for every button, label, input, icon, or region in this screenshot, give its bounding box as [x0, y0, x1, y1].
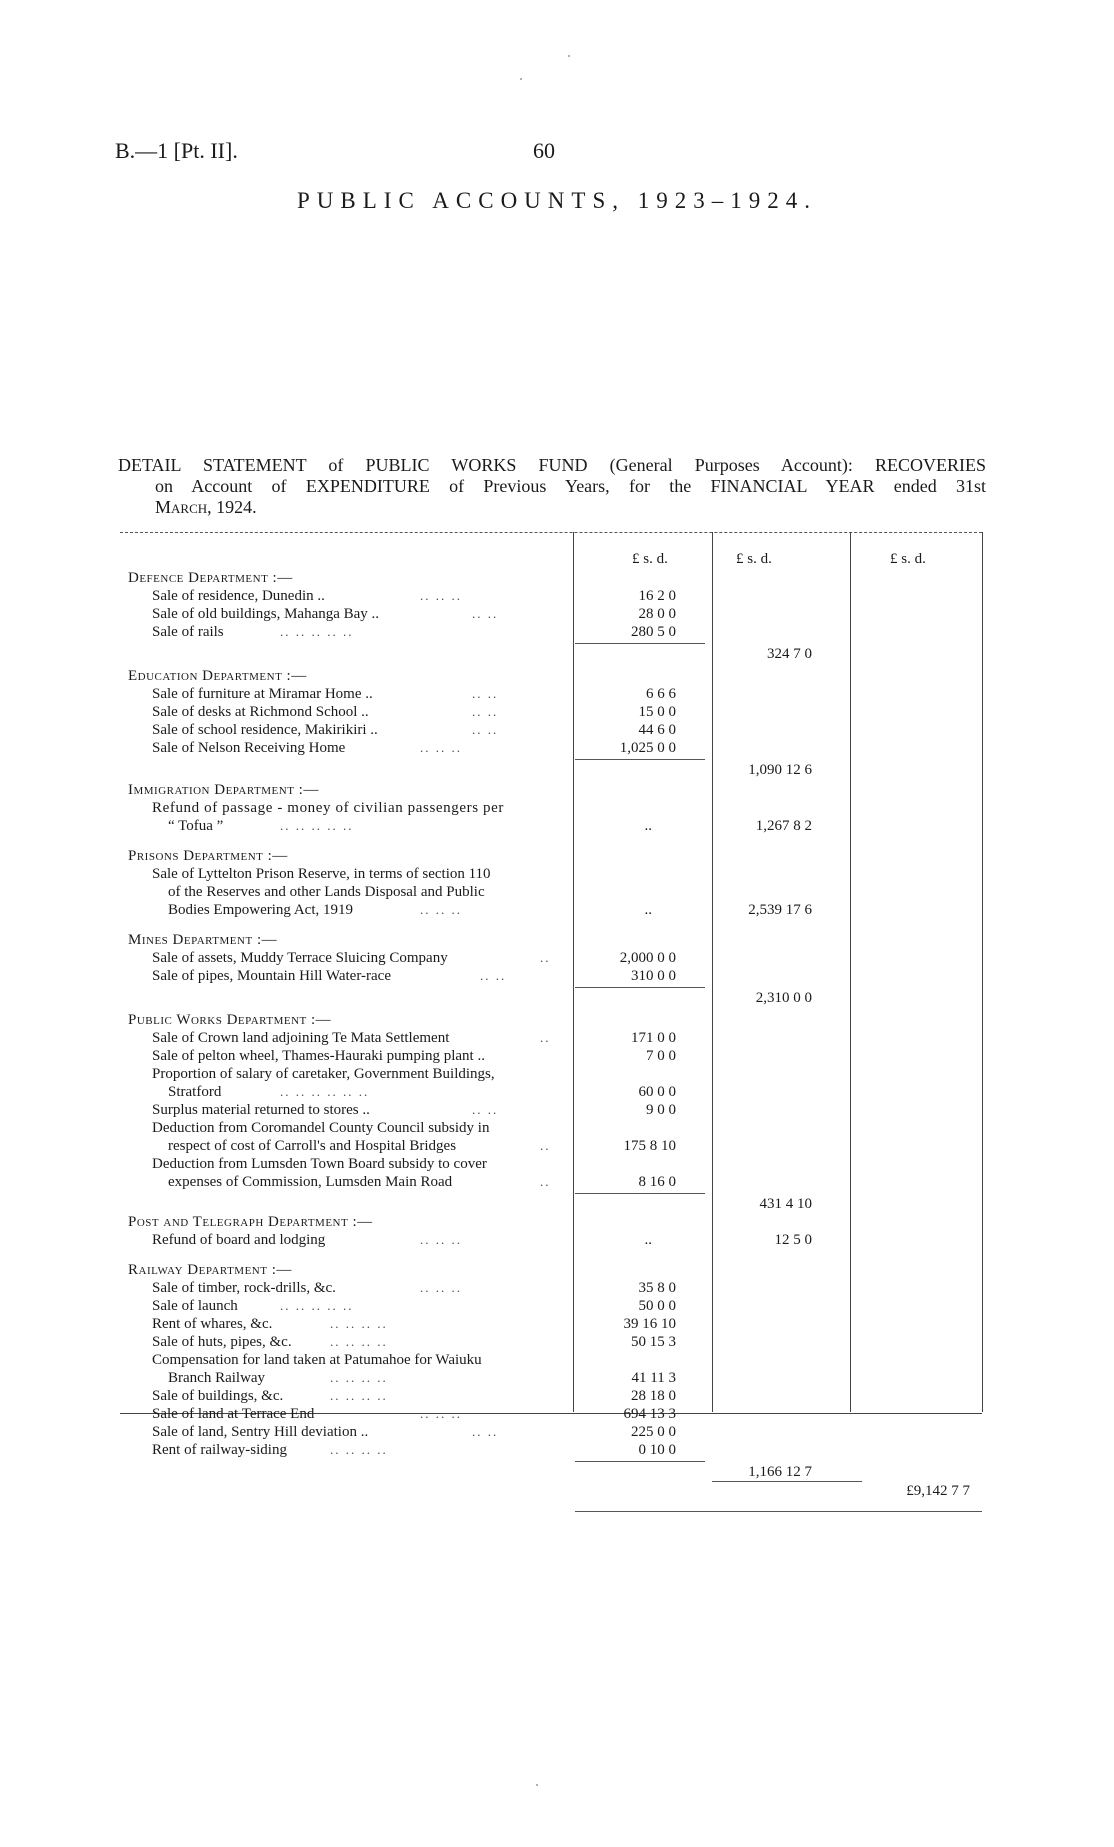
row-label: Sale of residence, Dunedin ..	[152, 588, 325, 604]
subtotal-rule	[575, 759, 705, 760]
table-row	[120, 1101, 982, 1119]
table-row	[120, 739, 982, 757]
row-amount: 50 0 0	[638, 1298, 676, 1314]
row-label: Sale of old buildings, Mahanga Bay ..	[152, 606, 380, 622]
leader-dots: .. .. .. ..	[330, 1388, 388, 1403]
row-amount: 60 0 0	[638, 1084, 676, 1100]
row-label: Deduction from Lumsden Town Board subsidy to cover	[152, 1156, 487, 1172]
row-label: Sale of Nelson Receiving Home	[152, 740, 346, 756]
section-total-row	[120, 989, 982, 1007]
row-label: Sale of Crown land adjoining Te Mata Settlement	[152, 1030, 450, 1046]
row-amount: 50 15 3	[631, 1334, 676, 1350]
table-row	[120, 623, 982, 641]
leader-dots: .. ..	[472, 1102, 499, 1117]
row-label: of the Reserves and other Lands Disposal and Public	[168, 884, 485, 900]
scan-speck	[536, 1784, 538, 1786]
row-label: Deduction from Coromandel County Council subsidy in	[152, 1120, 490, 1136]
table-row	[120, 949, 982, 967]
row-label: Rent of whares, &c.	[152, 1316, 273, 1332]
row-amount: 2,000 0 0	[619, 950, 676, 966]
section-total-row	[120, 1195, 982, 1213]
row-label: Sale of buildings, &c.	[152, 1388, 284, 1404]
statement-line-2: on Account of EXPENDITURE of Previous Years, for the FINANCIAL YEAR ended 31st	[155, 476, 986, 496]
table-row	[120, 721, 982, 739]
leader-dots: .. .. .. ..	[330, 1316, 388, 1331]
table-row	[120, 1231, 982, 1249]
row-amount: ..	[644, 902, 652, 918]
column-divider	[850, 532, 851, 1412]
subtotal-rule	[575, 1193, 705, 1194]
row-label: respect of cost of Carroll's and Hospital Bridges	[168, 1138, 457, 1154]
row-amount: 175 8 10	[623, 1138, 676, 1154]
row-amount: 8 16 0	[638, 1174, 676, 1190]
row-label: Sale of pipes, Mountain Hill Water-race	[152, 968, 391, 984]
column-divider	[573, 532, 574, 1412]
section-total-row	[120, 761, 982, 779]
table-row	[120, 1137, 982, 1155]
section-heading-immigration	[120, 781, 982, 799]
row-amount: 44 6 0	[638, 722, 676, 738]
row-amount: ..	[644, 818, 652, 834]
subtotal-rule	[575, 1461, 705, 1462]
row-amount: 171 0 0	[631, 1030, 676, 1046]
leader-dots: .. .. .. .. .. ..	[280, 1084, 370, 1099]
section-total: 431 4 10	[759, 1196, 812, 1212]
row-label: Sale of land at Terrace End	[152, 1406, 315, 1422]
table-row	[120, 1423, 982, 1441]
section-heading-label: Railway Department :—	[128, 1262, 292, 1278]
table-row	[120, 1047, 982, 1065]
table-row	[120, 1369, 982, 1387]
leader-dots: .. .. ..	[420, 1280, 462, 1295]
col2-header: £ s. d.	[736, 551, 772, 567]
table-row	[120, 1173, 982, 1191]
table-row	[120, 1297, 982, 1315]
table-row	[120, 1119, 982, 1137]
table-row	[120, 1083, 982, 1101]
statement-heading	[118, 455, 986, 518]
row-label: Sale of timber, rock-drills, &c.	[152, 1280, 336, 1296]
table-row	[120, 799, 982, 817]
column-divider	[982, 532, 983, 1412]
table-row	[120, 1315, 982, 1333]
leader-dots: .. ..	[472, 722, 499, 737]
leader-dots: .. ..	[472, 686, 499, 701]
row-label: Branch Railway	[168, 1370, 266, 1386]
section-total: 2,539 17 6	[748, 902, 812, 918]
leader-dots: .. ..	[472, 606, 499, 621]
section-total-row	[120, 645, 982, 663]
section-heading-label: Mines Department :—	[128, 932, 278, 948]
section-heading-label: Defence Department :—	[128, 570, 293, 586]
col3-header: £ s. d.	[890, 551, 926, 567]
row-amount: 35 8 0	[638, 1280, 676, 1296]
leader-dots: ..	[540, 950, 551, 965]
row-label: Refund of passage - money of civilian passengers per	[152, 800, 504, 816]
table-row	[120, 1155, 982, 1173]
accounts-table	[120, 532, 982, 1499]
closing-rule	[575, 1511, 982, 1512]
section-heading-label: Post and Telegraph Department :—	[128, 1214, 373, 1230]
row-label: Sale of launch	[152, 1298, 238, 1314]
table-row	[120, 1065, 982, 1083]
section-total: 1,166 12 7	[748, 1464, 812, 1480]
row-label: Stratford	[168, 1084, 222, 1100]
table-row	[120, 703, 982, 721]
section-heading-label: Immigration Department :—	[128, 782, 319, 798]
section-heading-education	[120, 667, 982, 685]
table-row	[120, 605, 982, 623]
column-divider	[712, 532, 713, 1412]
page-number: 60	[533, 138, 555, 163]
table-row	[120, 865, 982, 883]
table-row	[120, 817, 982, 835]
row-amount: 41 11 3	[631, 1370, 676, 1386]
row-amount: 16 2 0	[638, 588, 676, 604]
row-label: Sale of rails	[152, 624, 224, 640]
row-amount: 9 0 0	[646, 1102, 676, 1118]
row-amount: 225 0 0	[631, 1424, 676, 1440]
section-heading-defence	[120, 569, 982, 587]
row-amount: 1,025 0 0	[619, 740, 676, 756]
table-row	[120, 1405, 982, 1423]
row-label: expenses of Commission, Lumsden Main Road	[168, 1174, 453, 1190]
grand-total: £9,142 7 7	[906, 1483, 970, 1499]
leader-dots: ..	[540, 1030, 551, 1045]
table-row	[120, 883, 982, 901]
leader-dots: .. ..	[480, 968, 507, 983]
leader-dots: .. ..	[472, 1424, 499, 1439]
leader-dots: .. .. .. ..	[330, 1334, 388, 1349]
row-label: Sale of assets, Muddy Terrace Sluicing Company	[152, 950, 448, 966]
leader-dots: .. ..	[472, 704, 499, 719]
section-heading-label: Education Department :—	[128, 668, 307, 684]
table-row	[120, 685, 982, 703]
table-row	[120, 1029, 982, 1047]
row-label: Compensation for land taken at Patumahoe for Waiuku	[152, 1352, 482, 1368]
section-heading-label: Prisons Department :—	[128, 848, 288, 864]
row-label: Sale of Lyttelton Prison Reserve, in terms of section 110	[152, 866, 491, 882]
table-row	[120, 1441, 982, 1459]
leader-dots: .. .. ..	[420, 588, 462, 603]
row-amount: 310 0 0	[631, 968, 676, 984]
row-label: Refund of board and lodging	[152, 1232, 326, 1248]
section-total: 2,310 0 0	[755, 990, 812, 1006]
row-amount: 39 16 10	[623, 1316, 676, 1332]
statement-line-1: DETAIL STATEMENT of PUBLIC WORKS FUND (General Purposes Account): RECOVERIES	[118, 455, 986, 475]
leader-dots: .. .. .. .. ..	[280, 818, 354, 833]
leader-dots: .. .. .. .. ..	[280, 624, 354, 639]
row-label: Surplus material returned to stores ..	[152, 1102, 370, 1118]
row-label: Sale of desks at Richmond School ..	[152, 704, 369, 720]
section-heading-post-telegraph	[120, 1213, 982, 1231]
section-total: 1,267 8 2	[755, 818, 812, 834]
row-amount: 7 0 0	[646, 1048, 676, 1064]
leader-dots: ..	[540, 1138, 551, 1153]
row-label: Sale of land, Sentry Hill deviation ..	[152, 1424, 369, 1440]
row-label: Sale of huts, pipes, &c.	[152, 1334, 292, 1350]
section-heading-public-works	[120, 1011, 982, 1029]
row-amount: 28 0 0	[638, 606, 676, 622]
section-total: 1,090 12 6	[748, 762, 812, 778]
leader-dots: .. .. ..	[420, 902, 462, 917]
scan-speck	[520, 78, 522, 80]
row-label: Bodies Empowering Act, 1919	[168, 902, 353, 918]
leader-dots: ..	[540, 1174, 551, 1189]
table-row	[120, 901, 982, 919]
row-amount: 6 6 6	[646, 686, 676, 702]
subtotal-rule	[575, 643, 705, 644]
section-heading-railway	[120, 1261, 982, 1279]
row-label: Rent of railway-siding	[152, 1442, 287, 1458]
row-amount: 0 10 0	[638, 1442, 676, 1458]
section-heading-label: Public Works Department :—	[128, 1012, 332, 1028]
leader-dots: .. .. ..	[420, 1232, 462, 1247]
row-amount: ..	[644, 1232, 652, 1248]
col1-header: £ s. d.	[632, 551, 668, 567]
section-heading-prisons	[120, 847, 982, 865]
section-total: 12 5 0	[774, 1232, 812, 1248]
table-row	[120, 587, 982, 605]
section-total-row	[120, 1463, 982, 1481]
row-amount: 28 18 0	[631, 1388, 676, 1404]
leader-dots: .. .. .. ..	[330, 1370, 388, 1385]
row-label: “ Tofua ”	[168, 818, 224, 834]
page-title: PUBLIC ACCOUNTS, 1923–1924.	[297, 188, 817, 213]
leader-dots: .. .. .. .. ..	[280, 1298, 354, 1313]
leader-dots: .. .. ..	[420, 740, 462, 755]
section-heading-mines	[120, 931, 982, 949]
leader-dots: .. .. ..	[420, 1406, 462, 1421]
row-label: Proportion of salary of caretaker, Government Buildings,	[152, 1066, 495, 1082]
row-label: Sale of school residence, Makirikiri ..	[152, 722, 378, 738]
grand-total-row	[120, 1482, 982, 1500]
document-reference: B.—1 [Pt. II].	[115, 138, 238, 163]
table-row	[120, 1279, 982, 1297]
leader-dots: .. .. .. ..	[330, 1442, 388, 1457]
row-amount: 280 5 0	[631, 624, 676, 640]
row-label: Sale of furniture at Miramar Home ..	[152, 686, 373, 702]
table-row	[120, 1351, 982, 1369]
table-row	[120, 1333, 982, 1351]
table-row	[120, 967, 982, 985]
scan-speck	[568, 55, 570, 57]
row-amount: 15 0 0	[638, 704, 676, 720]
row-label: Sale of pelton wheel, Thames-Hauraki pumping plant ..	[152, 1048, 485, 1064]
subtotal-rule	[575, 987, 705, 988]
statement-line-3: March, 1924.	[155, 497, 257, 517]
section-total: 324 7 0	[767, 646, 812, 662]
table-row	[120, 1387, 982, 1405]
row-amount: 694 13 3	[623, 1406, 676, 1422]
